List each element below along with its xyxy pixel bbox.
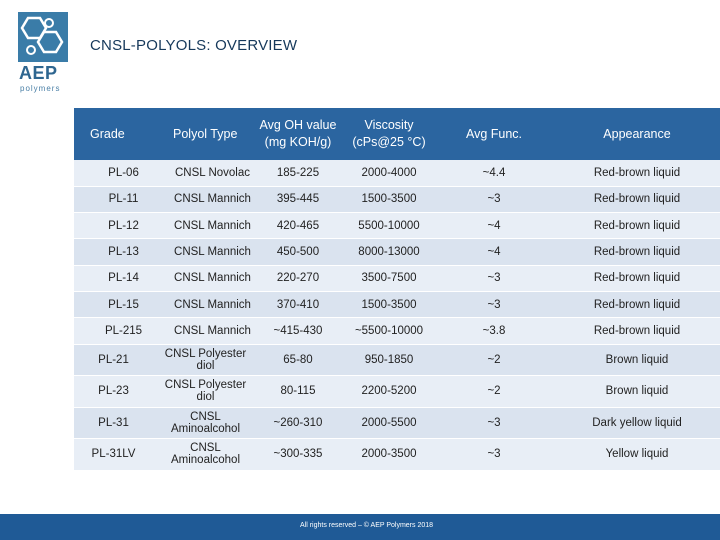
footer-copyright: All rights reserved – © AEP Polymers 2018 [300, 522, 434, 529]
cell-oh-value: 395-445 [252, 186, 344, 212]
hexagon-icon [18, 12, 68, 62]
cell-grade: PL-13 [74, 239, 153, 265]
cell-oh-value: 65-80 [252, 344, 344, 376]
cell-appearance: Yellow liquid [554, 439, 720, 471]
cell-viscosity: 2000-5500 [344, 407, 434, 439]
cell-oh-value: ~300-335 [252, 439, 344, 471]
table-row [74, 318, 720, 344]
cell-grade: PL-31 [74, 407, 153, 439]
company-logo [18, 12, 72, 92]
cell-polyol-type: CNSL Mannich [153, 186, 252, 212]
cell-func: ~3 [434, 291, 554, 317]
cell-func: ~2 [434, 376, 554, 408]
header-oh-value [252, 108, 344, 160]
cell-func: ~3 [434, 439, 554, 471]
cell-func: ~3 [434, 186, 554, 212]
cell-grade: PL-12 [74, 213, 153, 239]
cell-viscosity: 5500-10000 [344, 213, 434, 239]
table-row [74, 213, 720, 239]
cell-func: ~3 [434, 407, 554, 439]
cell-grade: PL-15 [74, 291, 153, 317]
cell-viscosity: ~5500-10000 [344, 318, 434, 344]
cell-appearance: Red-brown liquid [554, 265, 720, 291]
table-row [74, 239, 720, 265]
cell-polyol-type: CNSL Mannich [153, 291, 252, 317]
cell-viscosity: 950-1850 [344, 344, 434, 376]
cell-func: ~3.8 [434, 318, 554, 344]
cell-grade: PL-21 [74, 344, 153, 376]
header-appearance: Appearance [603, 126, 671, 141]
cell-polyol-type: CNSL Novolac [153, 160, 252, 186]
table-row [74, 376, 720, 408]
cell-oh-value: 450-500 [252, 239, 344, 265]
cell-grade: PL-11 [74, 186, 153, 212]
cell-polyol-type: CNSL Polyester diol [153, 344, 252, 376]
cell-appearance: Red-brown liquid [554, 291, 720, 317]
cell-viscosity: 2200-5200 [344, 376, 434, 408]
table-row [74, 407, 720, 439]
cell-polyol-type: CNSL Aminoalcohol [153, 439, 252, 471]
cell-oh-value: 185-225 [252, 160, 344, 186]
cell-polyol-type: CNSL Mannich [153, 239, 252, 265]
header-grade: Grade [90, 126, 125, 141]
cell-polyol-type: CNSL Mannich [153, 213, 252, 239]
table-row [74, 291, 720, 317]
header-func: Avg Func. [465, 126, 523, 141]
cell-grade: PL-23 [74, 376, 153, 408]
table-row [74, 265, 720, 291]
table-header-row [74, 108, 720, 160]
cell-appearance: Red-brown liquid [554, 239, 720, 265]
cell-grade: PL-215 [74, 318, 153, 344]
cell-polyol-type: CNSL Aminoalcohol [153, 407, 252, 439]
header-polyol-type: Polyol Type [173, 126, 238, 141]
cell-viscosity: 8000-13000 [344, 239, 434, 265]
cell-oh-value: 420-465 [252, 213, 344, 239]
cell-oh-value: ~415-430 [252, 318, 344, 344]
cell-viscosity: 2000-4000 [344, 160, 434, 186]
cell-grade: PL-06 [74, 160, 153, 186]
cell-polyol-type: CNSL Polyester diol [153, 376, 252, 408]
cell-func: ~4.4 [434, 160, 554, 186]
cell-polyol-type: CNSL Mannich [153, 265, 252, 291]
cell-appearance: Brown liquid [554, 376, 720, 408]
cell-grade: PL-31LV [74, 439, 153, 471]
header-oh-line2: (mg KOH/g) [264, 135, 332, 149]
cell-oh-value: 80-115 [252, 376, 344, 408]
table-row [74, 160, 720, 186]
cell-grade: PL-14 [74, 265, 153, 291]
cell-oh-value: 220-270 [252, 265, 344, 291]
cell-polyol-type: CNSL Mannich [153, 318, 252, 344]
cell-appearance: Dark yellow liquid [554, 407, 720, 439]
logo-subtext: polymers [20, 84, 61, 93]
header-visc-line2: (cPs@25 °C) [352, 135, 426, 149]
polyol-table [74, 108, 720, 471]
cell-appearance: Red-brown liquid [554, 318, 720, 344]
logo-mark [18, 12, 68, 62]
logo-text: AEP [19, 63, 58, 83]
header-visc-line1: Viscosity [364, 118, 414, 132]
cell-appearance: Red-brown liquid [554, 186, 720, 212]
cell-viscosity: 1500-3500 [344, 186, 434, 212]
cell-appearance: Red-brown liquid [554, 213, 720, 239]
footer-bar [0, 514, 720, 540]
cell-oh-value: 370-410 [252, 291, 344, 317]
cell-viscosity: 3500-7500 [344, 265, 434, 291]
cell-func: ~2 [434, 344, 554, 376]
header-oh-line1: Avg OH value [259, 118, 337, 132]
cell-appearance: Red-brown liquid [554, 160, 720, 186]
cell-func: ~4 [434, 239, 554, 265]
cell-func: ~3 [434, 265, 554, 291]
cell-func: ~4 [434, 213, 554, 239]
table-row [74, 439, 720, 471]
table-row [74, 186, 720, 212]
cell-oh-value: ~260-310 [252, 407, 344, 439]
page-title: CNSL-POLYOLS: OVERVIEW [90, 37, 298, 54]
cell-viscosity: 2000-3500 [344, 439, 434, 471]
table-body [74, 160, 720, 470]
table-row [74, 344, 720, 376]
header-viscosity [344, 108, 434, 160]
cell-appearance: Brown liquid [554, 344, 720, 376]
cell-viscosity: 1500-3500 [344, 291, 434, 317]
